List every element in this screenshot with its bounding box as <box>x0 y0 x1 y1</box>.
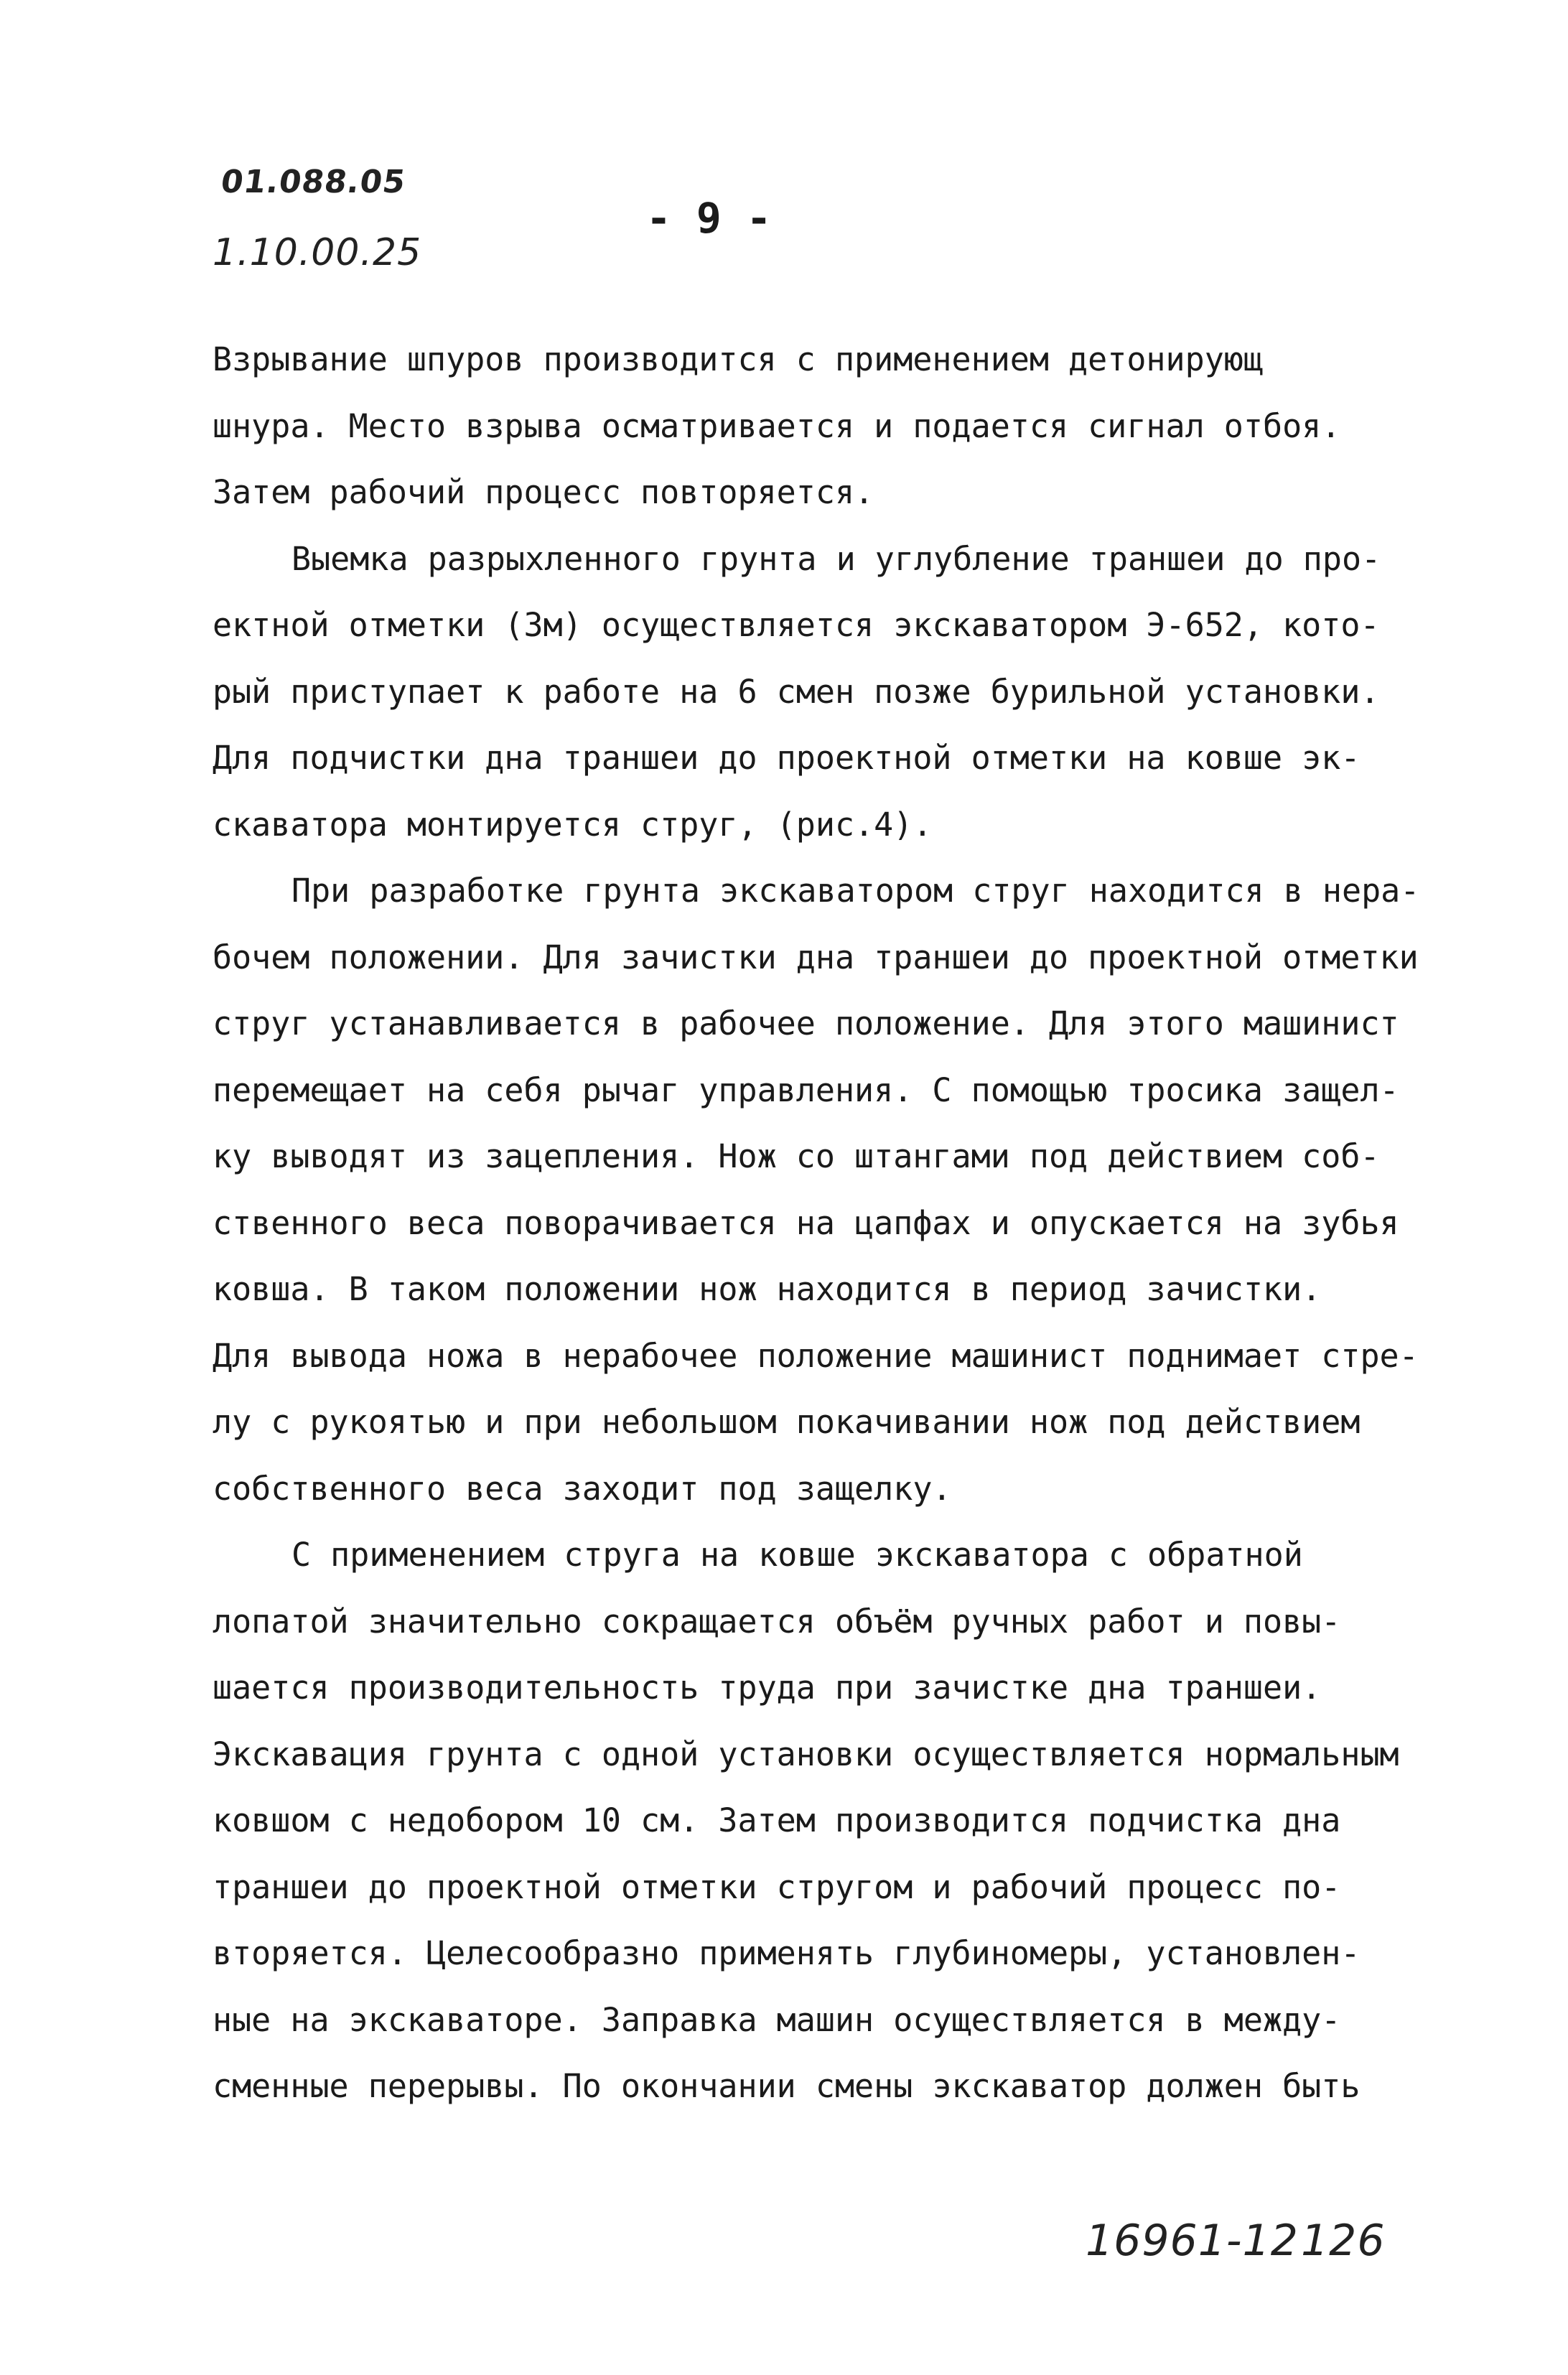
text-line: Экскавация грунта с одной установки осуществляется нормальным <box>213 1735 1399 1773</box>
text-line: сменные перерывы. По окончании смены экскаватор должен быть <box>213 2067 1361 2105</box>
text-line: ковшом с недобором 10 см. Затем производится подчистка дна <box>213 1801 1341 1839</box>
text-line: вторяется. Целесообразно применять глубиномеры, установлен- <box>213 1934 1361 1972</box>
handwritten-code-bottom: 1.10.00.25 <box>213 231 422 274</box>
text-line: ковша. В таком положении нож находится в период зачистки. <box>213 1270 1322 1308</box>
text-line: траншеи до проектной отметки стругом и рабочий процесс по- <box>213 1867 1341 1906</box>
text-line: перемещает на себя рычаг управления. С помощью тросика защел- <box>213 1070 1399 1109</box>
text-line: струг устанавливается в рабочее положение. Для этого машинист <box>213 1004 1399 1042</box>
text-line: лопатой значительно сокращается объём ручных работ и повы- <box>213 1602 1341 1641</box>
text-line: собственного веса заходит под защелку. <box>213 1469 952 1508</box>
text-line: Взрывание шпуров производится с применением детонирующ <box>213 340 1263 378</box>
body-text <box>213 327 1476 2120</box>
text-line: Для подчистки дна траншеи до проектной отметки на ковше эк- <box>213 739 1361 777</box>
text-line: ку выводят из зацепления. Нож со штангами под действием соб- <box>213 1137 1380 1175</box>
text-line: шнура. Место взрыва осматривается и подается сигнал отбоя. <box>213 406 1341 445</box>
text-line: ектной отметки (3м) осуществляется экскаватором Э-652, кото- <box>213 606 1380 644</box>
text-line: бочем положении. Для зачистки дна траншеи до проектной отметки <box>213 938 1419 976</box>
handwritten-footer-page: 126 <box>1301 2216 1386 2266</box>
text-line: Для вывода ножа в нерабочее положение машинист поднимает стре- <box>213 1336 1419 1375</box>
text-line: С применением струга на ковше экскаватора с обратной <box>291 1536 1303 1574</box>
text-line: При разработке грунта экскаватором струг находится в нера- <box>291 872 1420 910</box>
text-line: Выемка разрыхленного грунта и углубление траншеи до про- <box>291 539 1381 578</box>
handwritten-code-top: 01.088.05 <box>218 164 409 200</box>
text-line: лу с рукоятью и при небольшом покачивании нож под действием <box>213 1403 1361 1441</box>
text-line: ные на экскаваторе. Заправка машин осуществляется в между- <box>213 2000 1341 2039</box>
text-line: шается производительность труда при зачистке дна траншеи. <box>213 1669 1322 1707</box>
page-number: - 9 - <box>646 194 772 243</box>
text-line: ственного веса поворачивается на цапфах и опускается на зубья <box>213 1203 1399 1242</box>
text-line: скаватора монтируется струг, (рис.4). <box>213 805 933 844</box>
handwritten-footer-code: 16961-12 <box>1086 2216 1299 2266</box>
text-line: рый приступает к работе на 6 смен позже бурильной установки. <box>213 672 1380 711</box>
text-line: Затем рабочий процесс повторяется. <box>213 473 874 511</box>
